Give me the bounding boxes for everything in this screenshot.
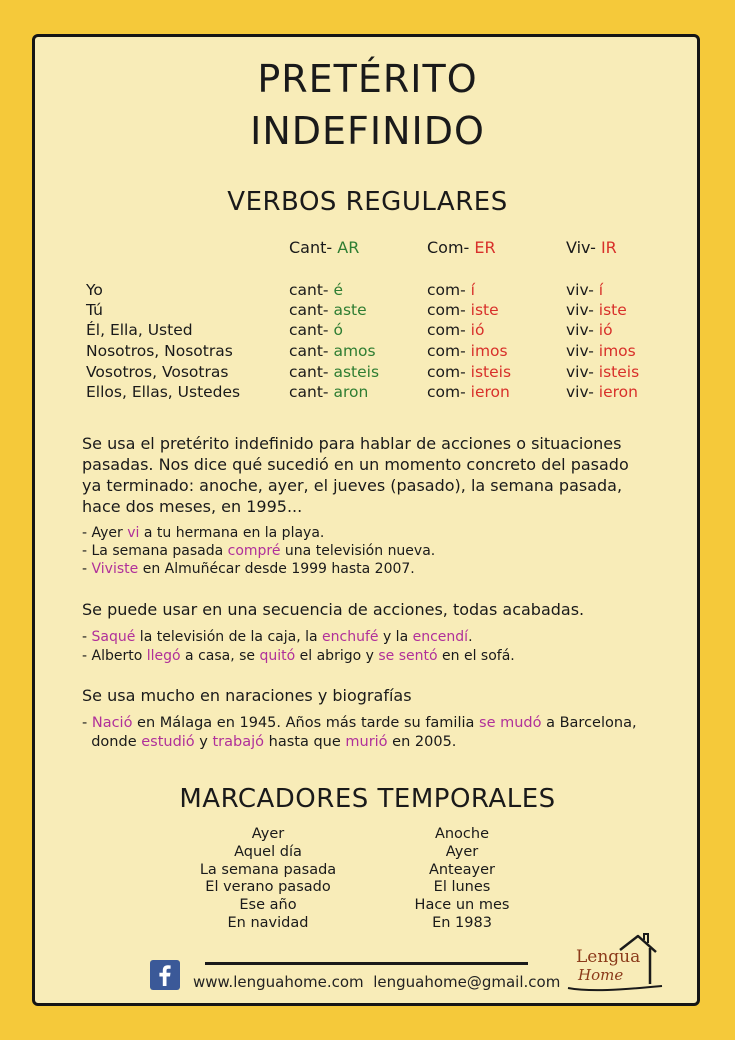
page-title-line1: PRETÉRITO <box>257 57 478 101</box>
conj-ir: viv- iste <box>566 301 627 319</box>
facebook-icon[interactable] <box>150 960 180 990</box>
page-title-line2: INDEFINIDO <box>250 109 485 153</box>
markers-right-list <box>362 826 562 933</box>
conj-ar: cant- ó <box>289 321 343 339</box>
usage1-line: pasadas. Nos dice qué sucedió en un momento concreto del pasado <box>82 455 629 474</box>
pronoun: Vosotros, Vosotras <box>86 363 229 381</box>
example: - Ayer vi a tu hermana en la playa. <box>82 525 325 541</box>
lenguahome-logo <box>560 928 670 998</box>
website-link[interactable]: www.lenguahome.com <box>193 973 364 991</box>
marker-item: Aquel día <box>234 843 302 860</box>
usage1-line: ya terminado: anoche, ayer, el jueves (pasado), la semana pasada, <box>82 476 623 495</box>
example: - Alberto llegó a casa, se quitó el abrigo y se sentó en el sofá. <box>82 648 515 664</box>
column-stem: Cant- <box>289 238 333 257</box>
example: - Saqué la televisión de la caja, la enchufé y la encendí. <box>82 629 473 645</box>
pronoun: Ellos, Ellas, Ustedes <box>86 383 241 401</box>
email-link[interactable]: lenguahome@gmail.com <box>373 973 561 991</box>
column-ending: AR <box>337 238 360 257</box>
column-stem: Viv- <box>566 238 596 257</box>
conj-ir: viv- isteis <box>566 363 640 381</box>
usage1-line: Se usa el pretérito indefinido para hablar de acciones o situaciones <box>82 434 622 453</box>
pronoun: Nosotros, Nosotras <box>86 342 233 360</box>
conj-ar: cant- amos <box>289 342 376 360</box>
markers-heading: MARCADORES TEMPORALES <box>179 784 556 814</box>
conj-er: com- ieron <box>427 383 510 401</box>
usage1-line: hace dos meses, en 1995... <box>82 497 303 516</box>
conj-ir: viv- ieron <box>566 383 638 401</box>
pronoun: Él, Ella, Usted <box>86 321 193 339</box>
column-ending: IR <box>600 238 617 257</box>
column-header-ir <box>566 238 617 258</box>
conj-ar: cant- é <box>289 281 343 299</box>
conj-ir: viv- ió <box>566 321 613 339</box>
marker-item: Anoche <box>434 826 490 842</box>
example: - Nació en Málaga en 1945. Años más tarde su familia se mudó a Barcelona, <box>82 715 637 731</box>
marker-item: En 1983 <box>432 914 492 931</box>
column-stem: Com- <box>427 238 470 257</box>
logo-text-line2: Home <box>578 966 624 984</box>
column-header-ar <box>289 238 359 258</box>
conj-ir: viv- í <box>566 281 604 299</box>
conj-ar: cant- asteis <box>289 363 380 381</box>
logo-text-line1: Lengua <box>576 947 641 967</box>
column-ending: ER <box>474 238 496 257</box>
marker-item: Ese año <box>239 897 297 914</box>
example: - Viviste en Almuñécar desde 1999 hasta 2007. <box>82 561 415 577</box>
conj-ar: cant- aste <box>289 301 367 319</box>
footer-contact <box>193 972 560 992</box>
conj-er: com- imos <box>427 342 508 360</box>
marker-item: Anteayer <box>428 861 496 878</box>
usage2-text: Se puede usar en una secuencia de acciones, todas acabadas. <box>82 600 585 619</box>
conj-ir: viv- imos <box>566 342 636 360</box>
marker-item: La semana pasada <box>199 861 337 878</box>
conj-er: com- isteis <box>427 363 512 381</box>
column-header-er <box>427 238 496 258</box>
footer-divider <box>205 962 528 965</box>
marker-item: Hace un mes <box>414 897 510 914</box>
regular-verbs-heading: VERBOS REGULARES <box>227 187 508 217</box>
conj-ar: cant- aron <box>289 383 369 401</box>
pronoun: Tú <box>86 301 103 319</box>
markers-left-list <box>168 826 368 933</box>
conj-er: com- ió <box>427 321 485 339</box>
marker-item: El lunes <box>433 879 491 896</box>
usage3-text: Se usa mucho en naraciones y biografías <box>82 686 412 705</box>
marker-item: Ayer <box>445 843 479 860</box>
marker-item: En navidad <box>227 914 309 931</box>
marker-item: Ayer <box>251 826 285 842</box>
conj-er: com- iste <box>427 301 499 319</box>
conj-er: com- í <box>427 281 475 299</box>
marker-item: El verano pasado <box>205 879 331 896</box>
example: donde estudió y trabajó hasta que murió en 2005. <box>82 734 457 750</box>
example: - La semana pasada compré una televisión nueva. <box>82 543 436 559</box>
pronoun: Yo <box>86 281 103 299</box>
